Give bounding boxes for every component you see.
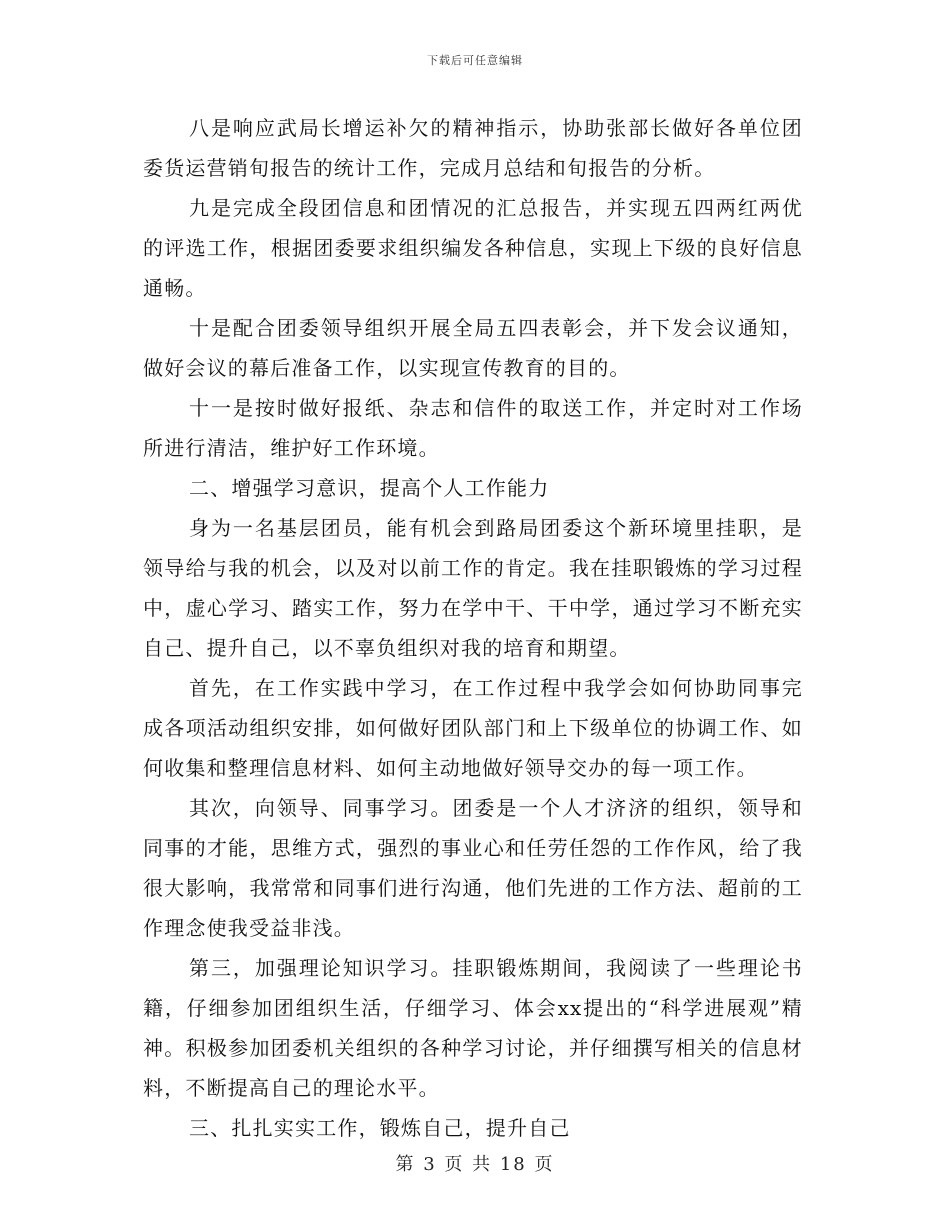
- page-number: 第 3 页 共 18 页: [395, 1154, 555, 1175]
- paragraph-second: 其次，向领导、同事学习。团委是一个人才济济的组织，领导和同事的才能，思维方式，强烈的事业心和任劳任怨的工作作风，给了我很大影响，我常常和同事们进行沟通，他们先进的工作方法、超前的工作理念使我受益非浅。: [143, 796, 803, 940]
- document-body: [143, 108, 803, 1148]
- paragraph-item-8: 八是响应武局长增运补欠的精神指示，协助张部长做好各单位团委货运营销旬报告的统计工作，完成月总结和旬报告的分析。: [143, 116, 803, 180]
- paragraph-item-11: 十一是按时做好报纸、杂志和信件的取送工作，并定时对工作场所进行清洁，维护好工作环境。: [143, 396, 803, 460]
- paragraph-first: 首先，在工作实践中学习，在工作过程中我学会如何协助同事完成各项活动组织安排，如何做好团队部门和上下级单位的协调工作、如何收集和整理信息材料、如何主动地做好领导交办的每一项工作。: [143, 676, 803, 780]
- paragraph-intro-learning: 身为一名基层团员，能有机会到路局团委这个新环境里挂职，是领导给与我的机会，以及对以前工作的肯定。我在挂职锻炼的学习过程中，虚心学习、踏实工作，努力在学中干、干中学，通过学习不断充实自己、提升自己，以不辜负组织对我的培育和期望。: [143, 516, 803, 660]
- section-heading-2: 二、增强学习意识，提高个人工作能力: [189, 476, 550, 500]
- page-header-note: 下载后可任意编辑: [427, 54, 523, 67]
- paragraph-item-10: 十是配合团委领导组织开展全局五四表彰会，并下发会议通知，做好会议的幕后准备工作，以实现宣传教育的目的。: [143, 316, 803, 380]
- paragraph-item-9: 九是完成全段团信息和团情况的汇总报告，并实现五四两红两优的评选工作，根据团委要求组织编发各种信息，实现上下级的良好信息通畅。: [143, 196, 803, 300]
- paragraph-third: 第三，加强理论知识学习。挂职锻炼期间，我阅读了一些理论书籍，仔细参加团组织生活，仔细学习、体会xx提出的“科学进展观”精神。积极参加团委机关组织的各种学习讨论，并仔细撰写相关的信息材料，不断提高自己的理论水平。: [143, 956, 803, 1100]
- section-heading-3: 三、扎扎实实工作，锻炼自己，提升自己: [189, 1116, 571, 1140]
